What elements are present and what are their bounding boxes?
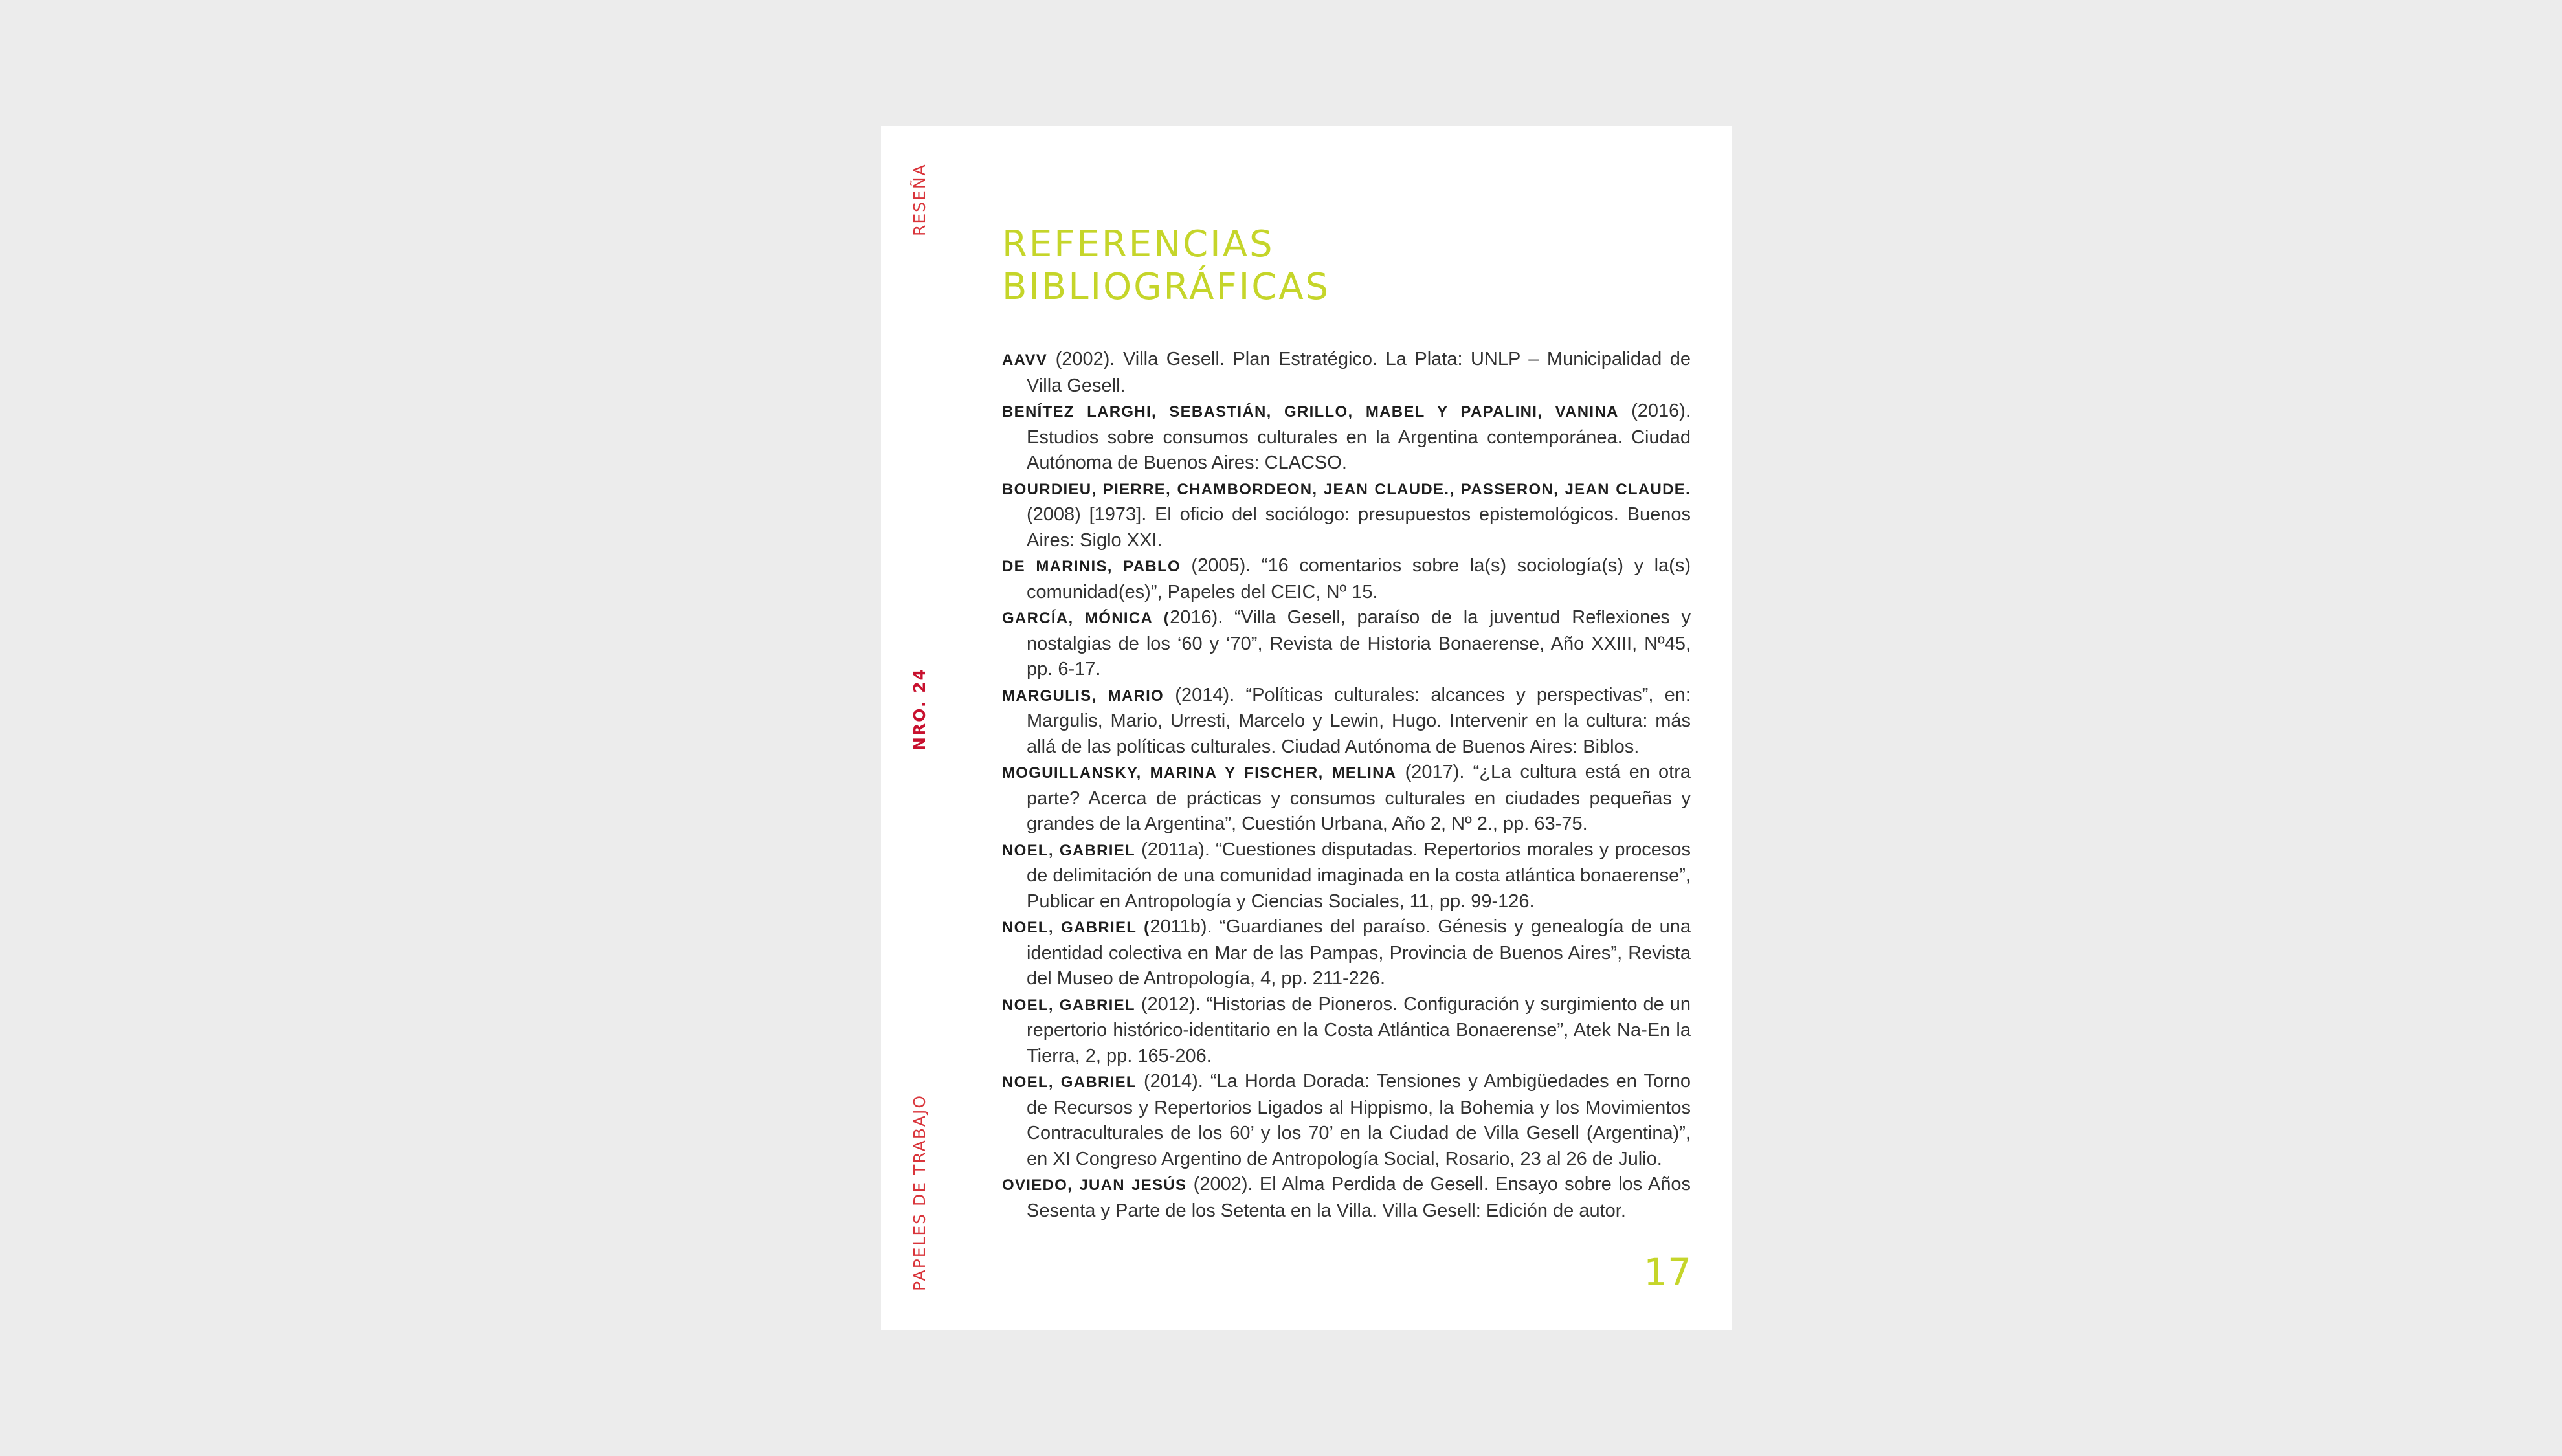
reference-entry bbox=[1002, 760, 1691, 837]
reference-author: NOEL, GABRIEL bbox=[1002, 1074, 1137, 1091]
section-label: RESEÑA bbox=[910, 163, 929, 236]
reference-text: (2002). El Alma Perdida de Gesell. Ensayo sobre los Años Sesenta y Parte de los Setenta en la Villa. Villa Gesell: Edición de autor. bbox=[1027, 1174, 1691, 1221]
reference-author: NOEL, GABRIEL bbox=[1002, 841, 1135, 859]
reference-entry bbox=[1002, 347, 1691, 399]
reference-author: OVIEDO, JUAN JESÚS bbox=[1002, 1176, 1187, 1194]
section-heading bbox=[1002, 223, 1330, 309]
reference-author: BENÍTEZ LARGHI, SEBASTIÁN, GRILLO, MABEL Y PAPALINI, VANINA bbox=[1002, 403, 1619, 421]
reference-entry bbox=[1002, 1172, 1691, 1224]
reference-author: NOEL, GABRIEL ( bbox=[1002, 919, 1150, 936]
page-number: 17 bbox=[1643, 1250, 1691, 1294]
reference-text: (2012). “Historias de Pioneros. Configuración y surgimiento de un repertorio histórico-identitario en la Costa Atlántica Bonaerense”, Atek Na-En la Tierra, 2, pp. 165-206. bbox=[1027, 993, 1691, 1066]
reference-entry bbox=[1002, 683, 1691, 760]
reference-text: 2016). “Villa Gesell, paraíso de la juventud Reflexiones y nostalgias de los ‘60 y ‘70”, Revista de Historia Bonaerense, Año XXIII, Nº45, pp. 6-17. bbox=[1027, 607, 1691, 679]
reference-entry bbox=[1002, 553, 1691, 605]
reference-entry bbox=[1002, 992, 1691, 1070]
reference-text: (2017). “¿La cultura está en otra parte? Acerca de prácticas y consumos culturales en ciudades pequeñas y grandes de la Argentina”, Cuestión Urbana, Año 2, Nº 2., pp. 63-75. bbox=[1027, 762, 1691, 834]
reference-text: (2005). “16 comentarios sobre la(s) sociología(s) y la(s) comunidad(es)”, Papeles del CEIC, Nº 15. bbox=[1027, 555, 1691, 602]
reference-entry bbox=[1002, 399, 1691, 476]
reference-entry bbox=[1002, 605, 1691, 683]
reference-author: MARGULIS, MARIO bbox=[1002, 687, 1164, 705]
heading-line-1: REFERENCIAS bbox=[1002, 223, 1275, 265]
reference-list bbox=[1002, 347, 1691, 1224]
reference-author: BOURDIEU, PIERRE, CHAMBORDEON, JEAN CLAUDE., PASSERON, JEAN CLAUDE. bbox=[1002, 480, 1691, 498]
reference-text: (2014). “Políticas culturales: alcances y perspectivas”, en: Margulis, Mario, Urresti, Marcelo y Lewin, Hugo. Intervenir en la cultura: más allá de las políticas culturales. Ciudad Autónoma de Buenos Aires: Biblos. bbox=[1027, 684, 1691, 757]
reference-author: GARCÍA, MÓNICA ( bbox=[1002, 610, 1170, 627]
reference-text: (2016). Estudios sobre consumos culturales en la Argentina contemporánea. Ciudad Autónoma de Buenos Aires: CLACSO. bbox=[1027, 401, 1691, 473]
reference-entry bbox=[1002, 837, 1691, 915]
reference-entry bbox=[1002, 476, 1691, 554]
reference-text: (2002). Villa Gesell. Plan Estratégico. La Plata: UNLP – Municipalidad de Villa Gesell. bbox=[1027, 349, 1691, 396]
reference-text: (2014). “La Horda Dorada: Tensiones y Ambigüedades en Torno de Recursos y Repertorios Ligados al Hippismo, la Bohemia y los Movimientos Contraculturales de los 60’ y los 70’ en la Ciudad de Villa Gesell (Argentina)”, en XI Congreso Argentino de Antropología Social, Rosario, 23 al 26 de Julio. bbox=[1027, 1071, 1691, 1169]
issue-label: NRO. 24 bbox=[910, 668, 929, 751]
reference-text: 2011b). “Guardianes del paraíso. Génesis y genealogía de una identidad colectiva en Mar de las Pampas, Provincia de Buenos Aires”, Revista del Museo de Antropología, 4, pp. 211-226. bbox=[1027, 916, 1691, 989]
reference-author: DE MARINIS, PABLO bbox=[1002, 558, 1181, 575]
reference-author: NOEL, GABRIEL bbox=[1002, 996, 1135, 1014]
reference-entry bbox=[1002, 914, 1691, 992]
reference-entry bbox=[1002, 1069, 1691, 1172]
reference-author: MOGUILLANSKY, MARINA Y FISCHER, MELINA bbox=[1002, 764, 1397, 782]
reference-text: (2008) [1973]. El oficio del sociólogo: presupuestos epistemológicos. Buenos Aires: Siglo XXI. bbox=[1027, 504, 1691, 551]
reference-author: AAVV bbox=[1002, 351, 1048, 369]
reference-text: (2011a). “Cuestiones disputadas. Repertorios morales y procesos de delimitación de una comunidad imaginada en la costa atlántica bonaerense”, Publicar en Antropología y Ciencias Sociales, 11, pp. 99-126. bbox=[1027, 839, 1691, 912]
document-page bbox=[881, 126, 1732, 1330]
heading-line-2: BIBLIOGRÁFICAS bbox=[1002, 266, 1331, 308]
journal-label: PAPELES DE TRABAJO bbox=[910, 1094, 929, 1291]
